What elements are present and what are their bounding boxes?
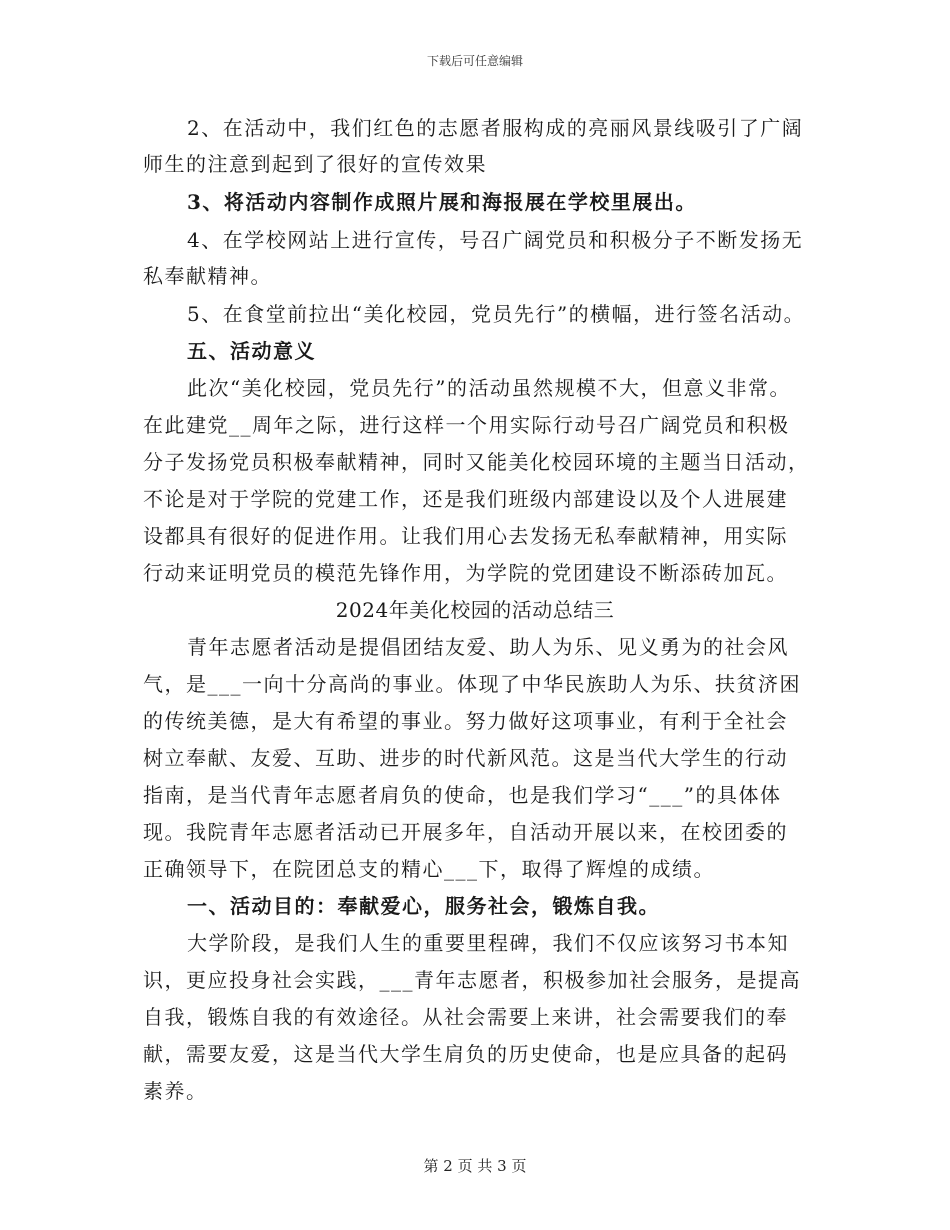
text-line: 树立奉献、友爱、互助、进步的时代新风范。这是当代大学生的行动: [143, 746, 788, 770]
text-line: 4、在学校网站上进行宣传，号召广阔党员和积极分子不断发扬无: [187, 228, 804, 252]
text-line: 青年志愿者活动是提倡团结友爱、助人为乐、见义勇为的社会风: [187, 635, 789, 659]
text-line: 气，是___一向十分高尚的事业。体现了中华民族助人为乐、扶贫济困: [143, 672, 801, 696]
bold-text-line: 3、将活动内容制作成照片展和海报展在学校里展出。: [187, 190, 697, 214]
page-header: 下载后可任意编辑: [426, 54, 523, 68]
text-line: 行动来证明党员的模范先锋作用，为学院的党团建设不断添砖加瓦。: [143, 561, 788, 585]
text-line: 私奉献精神。: [143, 264, 272, 288]
text-line: 不论是对于学院的党建工作，还是我们班级内部建设以及个人进展建: [143, 487, 788, 511]
document-title: 2024年美化校园的活动总结三: [335, 598, 615, 622]
text-line: 素养。: [143, 1079, 208, 1103]
page-number: 第 2 页 共 3 页: [423, 1157, 527, 1175]
text-line: 2、在活动中，我们红色的志愿者服构成的亮丽风景线吸引了广阔: [187, 116, 804, 140]
text-line: 分子发扬党员积极奉献精神，同时又能美化校园环境的主题当日活动，: [143, 450, 810, 474]
text-line: 大学阶段，是我们人生的重要里程碑，我们不仅应该努习书本知: [187, 931, 789, 955]
text-line: 正确领导下，在院团总支的精心___下，取得了辉煌的成绩。: [143, 857, 715, 881]
text-line: 此次“美化校园，党员先行”的活动虽然规模不大，但意义非常。: [187, 376, 791, 400]
text-line: 5、在食堂前拉出“美化校园，党员先行”的横幅，进行签名活动。: [187, 302, 806, 326]
text-line: 指南，是当代青年志愿者肩负的使命，也是我们学习“___”的具体体: [143, 783, 782, 807]
section-heading: 五、活动意义: [187, 339, 316, 363]
text-line: 设都具有很好的促进作用。让我们用心去发扬无私奉献精神，用实际: [143, 524, 788, 548]
text-line: 现。我院青年志愿者活动已开展多年，自活动开展以来，在校团委的: [143, 820, 788, 844]
text-line: 的传统美德，是大有希望的事业。努力做好这项事业，有利于全社会: [143, 709, 788, 733]
text-line: 在此建党__周年之际，进行这样一个用实际行动号召广阔党员和积极: [143, 413, 790, 437]
section-heading: 一、活动目的：奉献爱心，服务社会，锻炼自我。: [187, 894, 660, 918]
text-line: 识，更应投身社会实践，___青年志愿者，积极参加社会服务，是提高: [143, 968, 801, 992]
text-line: 自我，锻炼自我的有效途径。从社会需要上来讲，社会需要我们的奉: [143, 1005, 788, 1029]
text-line: 师生的注意到起到了很好的宣传效果: [143, 152, 487, 176]
text-line: 献，需要友爱，这是当代大学生肩负的历史使命，也是应具备的起码: [143, 1042, 788, 1066]
